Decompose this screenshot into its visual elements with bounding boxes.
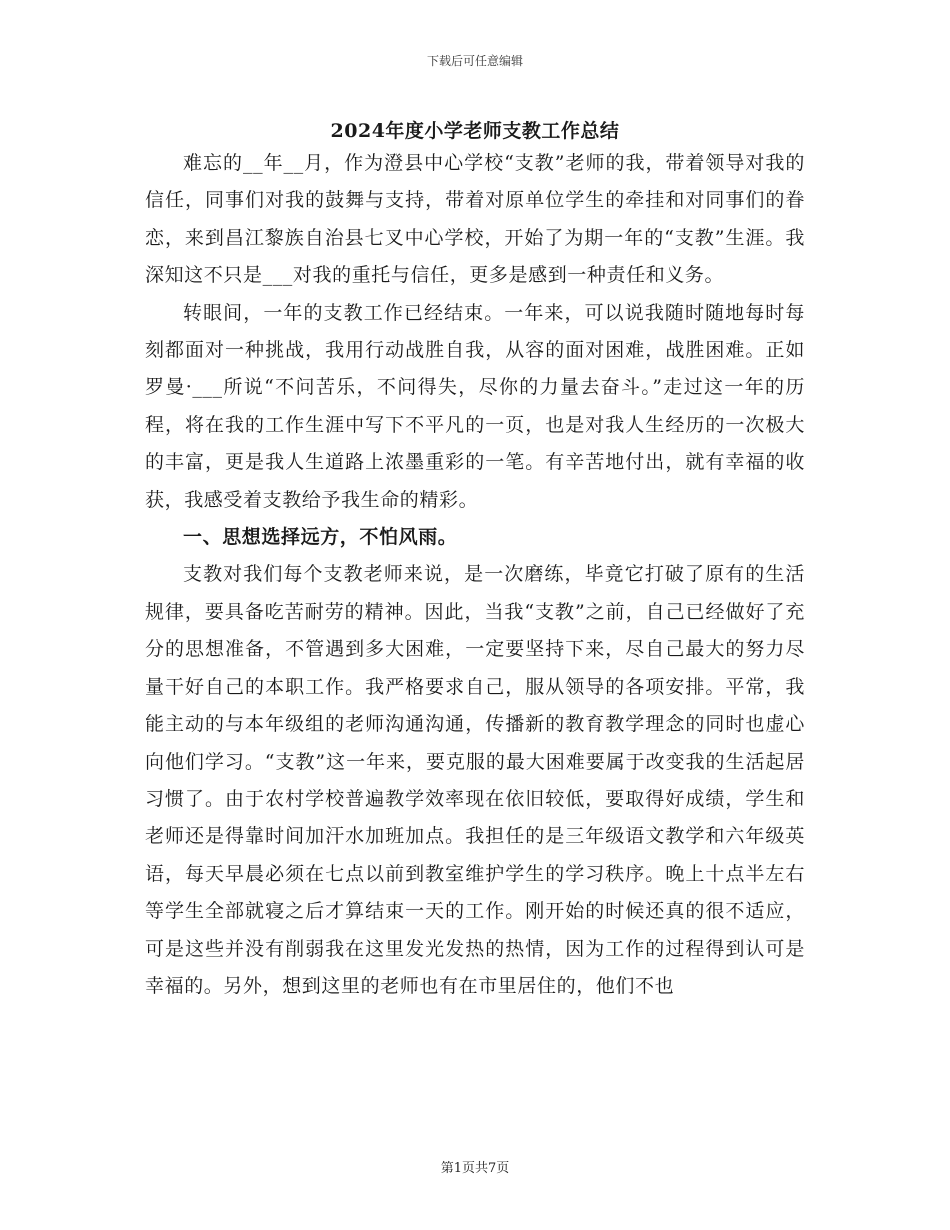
- paragraph-section-body: 支教对我们每个支教老师来说，是一次磨练，毕竟它打破了原有的生活规律，要具备吃苦耐劳的精神。因此，当我“支教”之前，自己已经做好了充分的思想准备，不管遇到多大困难，一定要坚持下来，尽自己最大的努力尽量干好自己的本职工作。我严格要求自己，服从领导的各项安排。平常，我能主动的与本年级组的老师沟通沟通，传播新的教育教学理念的同时也虚心向他们学习。“支教”这一年来，要克服的最大困难要属于改变我的生活起居习惯了。由于农村学校普遍教学效率现在依旧较低，要取得好成绩，学生和老师还是得靠时间加汗水加班加点。我担任的是三年级语文教学和六年级英语，每天早晨必须在七点以前到教室维护学生的学习秩序。晚上十点半左右等学生全部就寝之后才算结束一天的工作。刚开始的时候还真的很不适应，可是这些并没有削弱我在这里发光发热的热情，因为工作的过程得到认可是幸福的。另外，想到这里的老师也有在市里居住的，他们不也: [145, 563, 805, 997]
- paragraph-reflection: 转眼间，一年的支教工作已经结束。一年来，可以说我随时随地每时每刻都面对一种挑战，我用行动战胜自我，从容的面对困难，战胜困难。正如罗曼·___所说“不问苦乐，不问得失，尽你的力量去奋斗。”走过这一年的历程，将在我的工作生涯中写下不平凡的一页，也是对我人生经历的一次极大的丰富，更是我人生道路上浓墨重彩的一笔。有辛苦地付出，就有幸福的收获，我感受着支教给予我生命的精彩。: [145, 301, 805, 511]
- document-title: 2024年度小学老师支教工作总结: [330, 120, 620, 142]
- header-note: 下载后可任意编辑: [426, 54, 523, 68]
- paragraph-intro: 难忘的__年__月，作为澄县中心学校“支教”老师的我，带着领导对我的信任，同事们对我的鼓舞与支持，带着对原单位学生的牵挂和对同事们的眷恋，来到昌江黎族自治县七叉中心学校，开始了为期一年的“支教”生涯。我深知这不只是___对我的重托与信任，更多是感到一种责任和义务。: [145, 152, 805, 287]
- section-heading: 一、思想选择远方，不怕风雨。: [183, 526, 458, 549]
- document-body: [145, 145, 805, 1005]
- page-number: 第1页共7页: [440, 1161, 510, 1176]
